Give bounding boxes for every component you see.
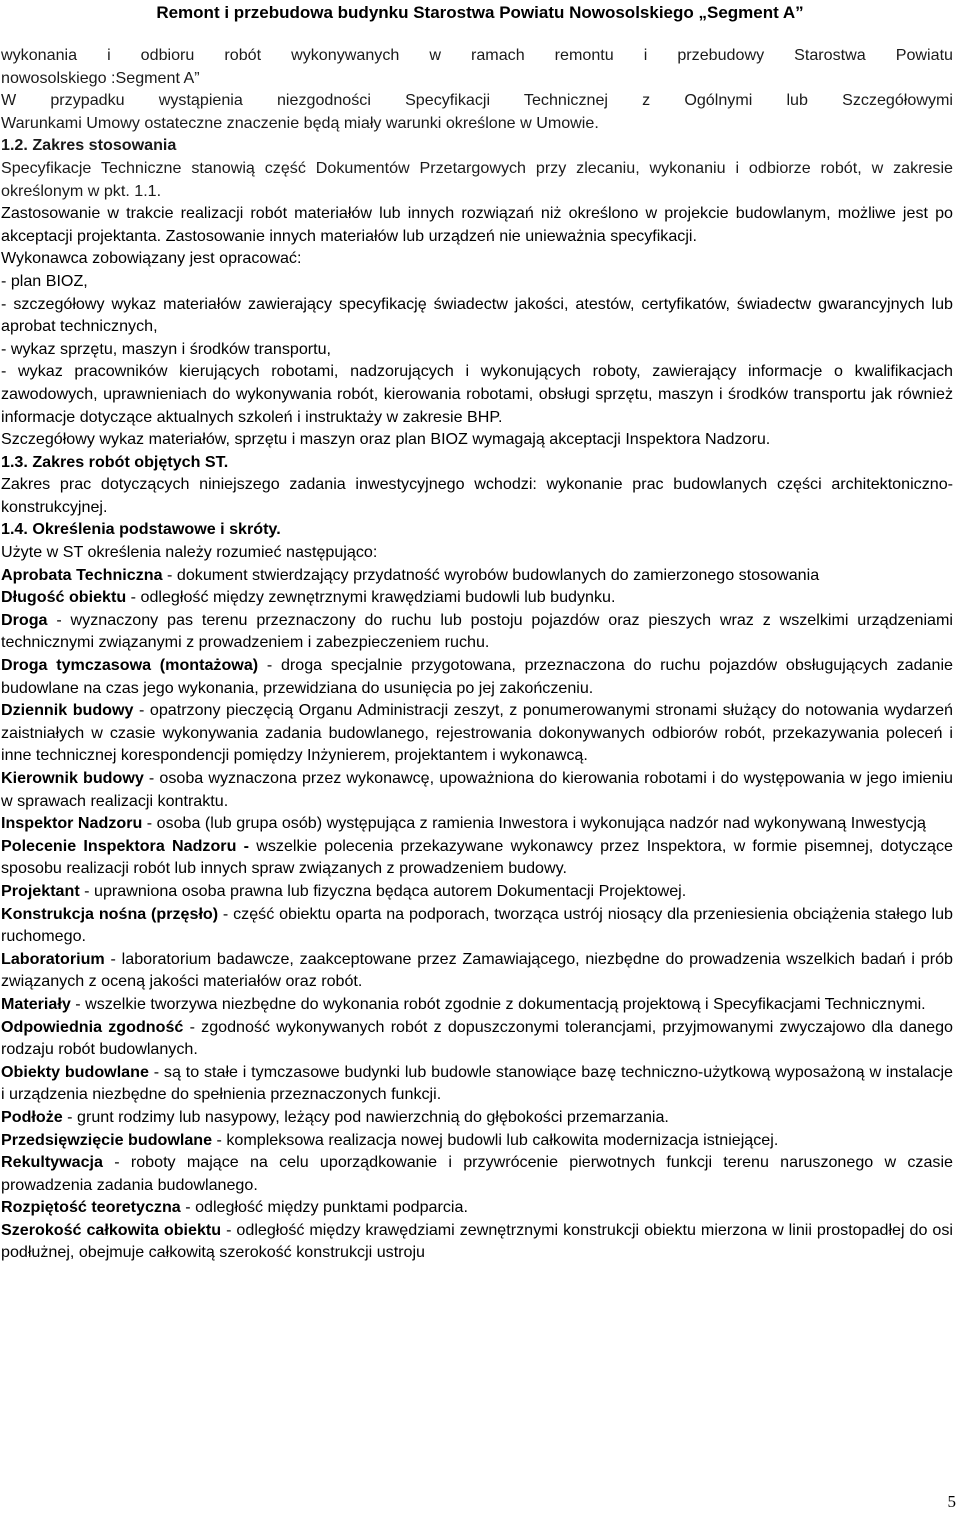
definitions-list (1, 564, 953, 1264)
intro-line-4: Warunkami Umowy ostateczne znaczenie będą miały warunki określone w Umowie. (1, 113, 599, 132)
definition-item (1, 564, 953, 587)
page-number: 5 (947, 1492, 956, 1511)
definition-text: - grunt rodzimy lub nasypowy, leżący pod nawierzchnią do głębokości przemarzania. (62, 1107, 669, 1126)
definition-text: - roboty mające na celu uporządkowanie i przywrócenie pierwotnych funkcji terenu naruszonego w czasie prowadzenia zadania budowlanego. (1, 1153, 953, 1194)
section-1-4-intro: Użyte w ST określenia należy rozumieć następująco: (1, 543, 378, 562)
definition-term: Polecenie Inspektora Nadzoru - (1, 836, 249, 855)
section-1-2-paragraph-4: Szczegółowy wykaz materiałów, sprzętu i maszyn oraz plan BIOZ wymagają akceptacji Inspektora Nadzoru. (1, 430, 771, 449)
definition-text: - osoba wyznaczona przez wykonawcę, upoważniona do kierowania robotami i do występowania w jego imieniu w sprawach realizacji kontraktu. (1, 769, 953, 810)
definition-item (1, 586, 953, 609)
definition-item (1, 1106, 953, 1129)
definition-term: Długość obiektu (1, 588, 127, 607)
definition-text: - kompleksowa realizacja nowej budowli lub całkowita modernizacja istniejącej. (212, 1130, 779, 1149)
list-item-equipment: - wykaz sprzętu, maszyn i środków transportu, (1, 339, 332, 358)
page-header: Remont i przebudowa budynku Starostwa Powiatu Nowosolskiego „Segment A” (156, 3, 804, 22)
definition-item (1, 812, 953, 835)
definition-item (1, 993, 953, 1016)
definition-item (1, 1061, 953, 1106)
definition-term: Rozpiętość teoretyczna (1, 1198, 181, 1217)
definition-item (1, 948, 953, 993)
definition-term: Rekultywacja (1, 1153, 103, 1172)
definition-item (1, 835, 953, 880)
definition-text: - uprawniona osoba prawna lub fizyczna będąca autorem Dokumentacji Projektowej. (79, 881, 687, 900)
section-heading-1-4: 1.4. Określenia podstawowe i skróty. (1, 520, 281, 539)
definition-text: - laboratorium badawcze, zaakceptowane przez Zamawiającego, niezbędne do prowadzenia wszelkich badań i prób związanych z oceną jakości materiałów oraz robót. (1, 949, 953, 991)
definition-text: - odległość między punktami podparcia. (180, 1198, 468, 1217)
list-item-bioz: - plan BIOZ, (1, 271, 88, 290)
definition-text: - dokument stwierdzający przydatność wyrobów budowlanych do zamierzonego stosowania (162, 565, 820, 584)
definition-term: Kierownik budowy (1, 769, 144, 787)
section-1-2-paragraph-3: Wykonawca zobowiązany jest opracować: (1, 249, 302, 268)
definition-term: Laboratorium (1, 949, 105, 968)
definition-text: - zgodność wykonywanych robót z dopuszczonymi tolerancjami, przyjmowanymi zwyczajowo dla danego rodzaju robót budowlanych. (1, 1017, 954, 1059)
intro-line-1: wykonania i odbioru robót wykonywanych w ramach remontu i przebudowy Starostwa Powiatu (1, 46, 953, 64)
section-1-2-paragraph-2: Zastosowanie w trakcie realizacji robót materiałów lub innych rozwiązań niż określono w projekcie budowlanym, możliwe jest po akceptacji projektanta. Zastosowanie innych materiałów lub urządzeń nie unieważnia specyfikacji. (1, 204, 953, 245)
definition-term: Odpowiednia zgodność (1, 1017, 184, 1036)
definition-item (1, 699, 953, 767)
definition-text: - osoba (lub grupa osób) występująca z ramienia Inwestora i wykonująca nadzór nad wykonywaną Inwestycją (142, 814, 926, 833)
definition-term: Aprobata Techniczna (1, 565, 163, 584)
definition-text: - są to stałe i tymczasowe budynki lub budowle stanowiące bazę techniczno-użytkową wyposażoną w instalacje i urządzenia niezbędne do spełnienia przeznaczonych funkcji. (1, 1062, 953, 1104)
definition-text: wszelkie polecenia przekazywane wykonawcy przez Inspektora, w formie pisemnej, dotyczące sposobu realizacji robót lub innych spraw związanych z prowadzeniem budowy. (1, 836, 953, 878)
section-heading-1-2: 1.2. Zakres stosowania (1, 136, 177, 155)
definition-term: Inspektor Nadzoru (1, 814, 143, 833)
intro-line-3: W przypadku wystąpienia niezgodności Specyfikacji Technicznej z Ogólnymi lub Szczegółowymi (1, 91, 953, 110)
definition-text: - opatrzony pieczęcią Organu Administracji zeszyt, z ponumerowanymi stronami służący do notowania wydarzeń zaistniałych w czasie wykonywania zadania budowlanego, rejestrowania dokonywanych odbiorów robót, przekazywania poleceń i inne technicznej korespondencji pomiędzy Inżynierem, projektantem i wykonawcą. (1, 701, 953, 765)
definition-term: Podłoże (1, 1107, 63, 1126)
definition-term: Konstrukcja nośna (przęsło) (1, 904, 219, 923)
definition-text: - wszelkie tworzywa niezbędne do wykonania robót zgodnie z dokumentacją projektową i Specyfikacjami Technicznymi. (70, 994, 926, 1013)
definition-item (1, 609, 953, 654)
definition-text: - odległość między zewnętrznymi krawędziami budowli lub budynku. (126, 588, 616, 607)
definition-term: Dziennik budowy (1, 701, 134, 720)
definition-item (1, 1016, 953, 1061)
definition-item (1, 654, 953, 699)
definition-item (1, 767, 953, 812)
definition-item (1, 903, 953, 948)
definition-term: Materiały (1, 994, 71, 1013)
document-body (1, 44, 953, 1264)
section-1-2-paragraph-1: Specyfikacje Techniczne stanowią część Dokumentów Przetargowych przy zlecaniu, wykonaniu i odbiorze robót, w zakresie określonym w pkt. 1.1. (1, 158, 953, 200)
definition-term: Przedsięwzięcie budowlane (1, 1130, 213, 1149)
definition-item (1, 1219, 953, 1264)
definition-term: Droga (1, 610, 48, 629)
definition-text: - wyznaczony pas terenu przeznaczony do ruchu lub postoju pojazdów oraz pieszych wraz z wszelkimi urządzeniami technicznymi związanymi z prowadzeniem i zabezpieczeniem ruchu. (1, 610, 953, 652)
definition-item (1, 880, 953, 903)
definition-term: Obiekty budowlane (1, 1062, 149, 1081)
intro-line-2: nowosolskiego :Segment A” (1, 68, 200, 87)
definition-item (1, 1129, 953, 1152)
definition-item (1, 1196, 953, 1219)
definition-term: Projektant (1, 881, 80, 900)
section-heading-1-3: 1.3. Zakres robót objętych ST. (1, 452, 229, 471)
definition-text: - odległość między krawędziami zewnętrznymi konstrukcji obiektu mierzona w linii prostopadłej do osi podłużnej, obejmuje całkowitą szerokość konstrukcji ustroju (1, 1220, 953, 1262)
list-item-staff: - wykaz pracowników kierujących robotami, nadzorujących i wykonujących roboty, zawierający informacje o kwalifikacjach zawodowych, uprawnieniach do wykonywania robót, kierowania robotami, obsługi sprzętu, maszyn i środków transportu jak również informacje dotyczące aktualnych szkoleń i instruktaży w zakresie BHP. (1, 362, 953, 426)
definition-term: Szerokość całkowita obiektu (1, 1220, 222, 1239)
definition-text: - droga specjalnie przygotowana, przeznaczona do ruchu pojazdów obsługujących zadanie budowlane na czas jego wykonania, przewidziana do usunięcia po jej zakończeniu. (1, 656, 953, 697)
definition-text: - część obiektu oparta na podporach, tworząca ustrój niosący dla przeniesienia obciążenia stałego lub ruchomego. (1, 904, 953, 946)
definition-item (1, 1151, 953, 1196)
list-item-materials: - szczegółowy wykaz materiałów zawierający specyfikację świadectw jakości, atestów, certyfikatów, świadectw gwarancyjnych lub aprobat technicznych, (1, 294, 953, 336)
definition-term: Droga tymczasowa (montażowa) (1, 656, 259, 675)
section-1-3-paragraph-1: Zakres prac dotyczących niniejszego zadania inwestycyjnego wchodzi: wykonanie prac budowlanych części architektoniczno-konstrukcyjnej. (1, 475, 953, 516)
